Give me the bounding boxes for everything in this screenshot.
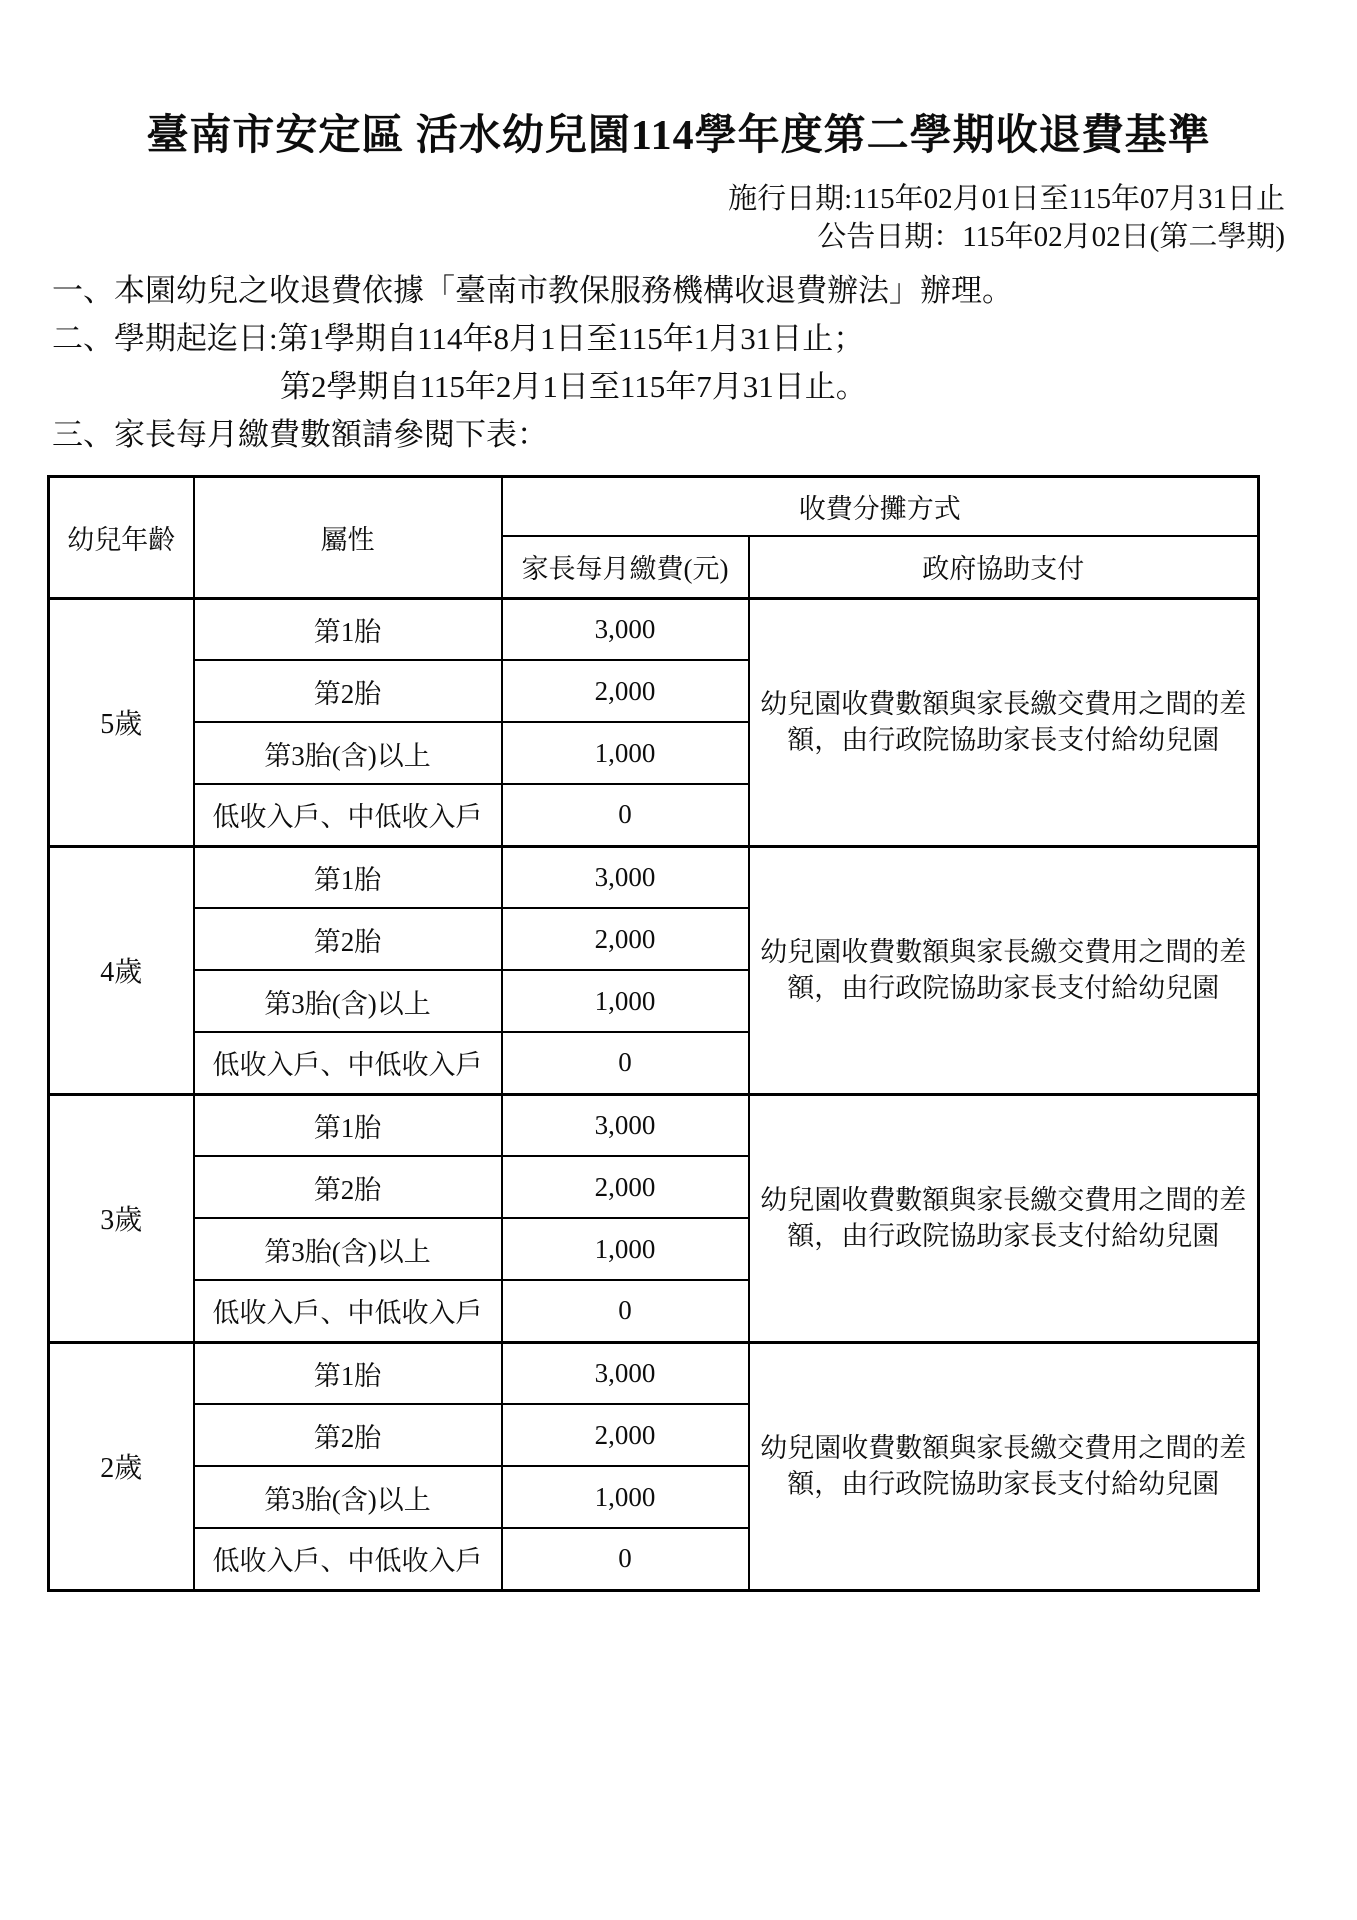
attr-cell: 第3胎(含)以上	[194, 1466, 502, 1528]
table-row	[49, 846, 1259, 908]
fee-cell: 1,000	[502, 722, 749, 784]
fee-table-header	[49, 476, 1259, 598]
page-title: 臺南市安定區 活水幼兒園114學年度第二學期收退費基準	[146, 113, 1211, 159]
header-child-age: 幼兒年齡	[49, 476, 194, 598]
fee-cell: 3,000	[502, 1094, 749, 1156]
effective-date-line: 施行日期:115年02月01日至115年07月31日止	[728, 183, 1285, 215]
attr-cell: 第3胎(含)以上	[194, 722, 502, 784]
attr-cell: 第2胎	[194, 660, 502, 722]
attr-cell: 第1胎	[194, 1094, 502, 1156]
fee-cell: 2,000	[502, 1156, 749, 1218]
note-item-2-continuation: 第2學期自115年2月1日至115年7月31日止。	[280, 368, 867, 404]
attr-cell: 第1胎	[194, 846, 502, 908]
age-cell: 2歲	[49, 1342, 194, 1590]
attr-cell: 低收入戶、中低收入戶	[194, 784, 502, 846]
gov-note-cell: 幼兒園收費數額與家長繳交費用之間的差額，由行政院協助家長支付給幼兒園	[749, 598, 1259, 846]
fee-cell: 2,000	[502, 660, 749, 722]
header-parent-monthly-fee: 家長每月繳費(元)	[502, 536, 749, 598]
table-row	[49, 1342, 1259, 1404]
note-item-2: 二、學期起迄日:第1學期自114年8月1日至115年1月31日止；	[52, 320, 865, 356]
header-fee-sharing: 收費分攤方式	[502, 476, 1259, 536]
gov-note-cell: 幼兒園收費數額與家長繳交費用之間的差額，由行政院協助家長支付給幼兒園	[749, 1094, 1259, 1342]
table-row	[49, 1094, 1259, 1156]
fee-cell: 3,000	[502, 1342, 749, 1404]
fee-cell: 0	[502, 1280, 749, 1342]
header-government-subsidy: 政府協助支付	[749, 536, 1259, 598]
fee-cell: 0	[502, 784, 749, 846]
attr-cell: 第2胎	[194, 1156, 502, 1218]
fee-table-wrapper	[47, 475, 1260, 1592]
attr-cell: 第2胎	[194, 908, 502, 970]
fee-cell: 3,000	[502, 598, 749, 660]
fee-cell: 1,000	[502, 1466, 749, 1528]
attr-cell: 低收入戶、中低收入戶	[194, 1280, 502, 1342]
table-row	[49, 598, 1259, 660]
gov-note-cell: 幼兒園收費數額與家長繳交費用之間的差額，由行政院協助家長支付給幼兒園	[749, 1342, 1259, 1590]
attr-cell: 第1胎	[194, 598, 502, 660]
attr-cell: 低收入戶、中低收入戶	[194, 1032, 502, 1094]
attr-cell: 第3胎(含)以上	[194, 970, 502, 1032]
gov-note-cell: 幼兒園收費數額與家長繳交費用之間的差額，由行政院協助家長支付給幼兒園	[749, 846, 1259, 1094]
fee-cell: 2,000	[502, 1404, 749, 1466]
notes-list	[0, 267, 1357, 459]
fee-table	[47, 475, 1260, 1592]
announce-date-line: 公告日期：115年02月02日(第二學期)	[817, 221, 1285, 254]
fee-cell: 3,000	[502, 846, 749, 908]
attr-cell: 第1胎	[194, 1342, 502, 1404]
fee-cell: 1,000	[502, 1218, 749, 1280]
date-block	[0, 180, 1357, 257]
fee-cell: 0	[502, 1528, 749, 1590]
note-item-3: 三、家長每月繳費數額請參閱下表：	[52, 416, 548, 452]
age-cell: 3歲	[49, 1094, 194, 1342]
fee-cell: 2,000	[502, 908, 749, 970]
fee-cell: 0	[502, 1032, 749, 1094]
note-item-1: 一、本園幼兒之收退費依據「臺南市教保服務機構收退費辦法」辦理。	[52, 272, 1013, 308]
attr-cell: 低收入戶、中低收入戶	[194, 1528, 502, 1590]
age-cell: 4歲	[49, 846, 194, 1094]
age-cell: 5歲	[49, 598, 194, 846]
fee-cell: 1,000	[502, 970, 749, 1032]
header-attribute: 屬性	[194, 476, 502, 598]
attr-cell: 第3胎(含)以上	[194, 1218, 502, 1280]
attr-cell: 第2胎	[194, 1404, 502, 1466]
